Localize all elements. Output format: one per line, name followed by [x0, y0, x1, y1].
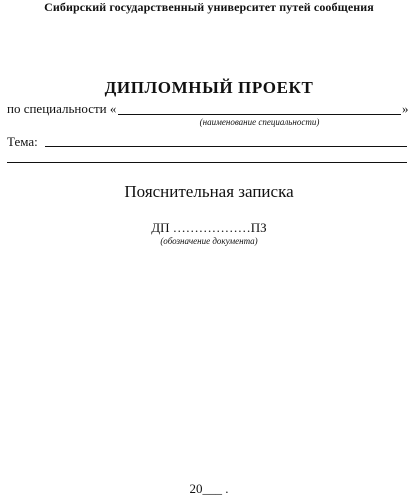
year-field: 20___ . [189, 481, 229, 496]
explanatory-note-title: Пояснительная записка [124, 182, 294, 201]
specialty-label: по специальности « [7, 101, 117, 116]
document-code-hint: (обозначение документа) [160, 236, 258, 246]
topic-blank-line-2 [7, 162, 407, 163]
university-name: Сибирский государственный университет путей сообщения [44, 0, 374, 14]
specialty-blank-line [118, 114, 401, 115]
document-type-heading: ДИПЛОМНЫЙ ПРОЕКТ [104, 78, 314, 97]
specialty-hint: (наименование специальности) [199, 117, 320, 127]
document-code: ДП ………………ПЗ [151, 220, 267, 235]
topic-blank-line [45, 146, 407, 147]
topic-label: Тема: [7, 134, 38, 149]
specialty-closing-quote: » [402, 101, 409, 116]
